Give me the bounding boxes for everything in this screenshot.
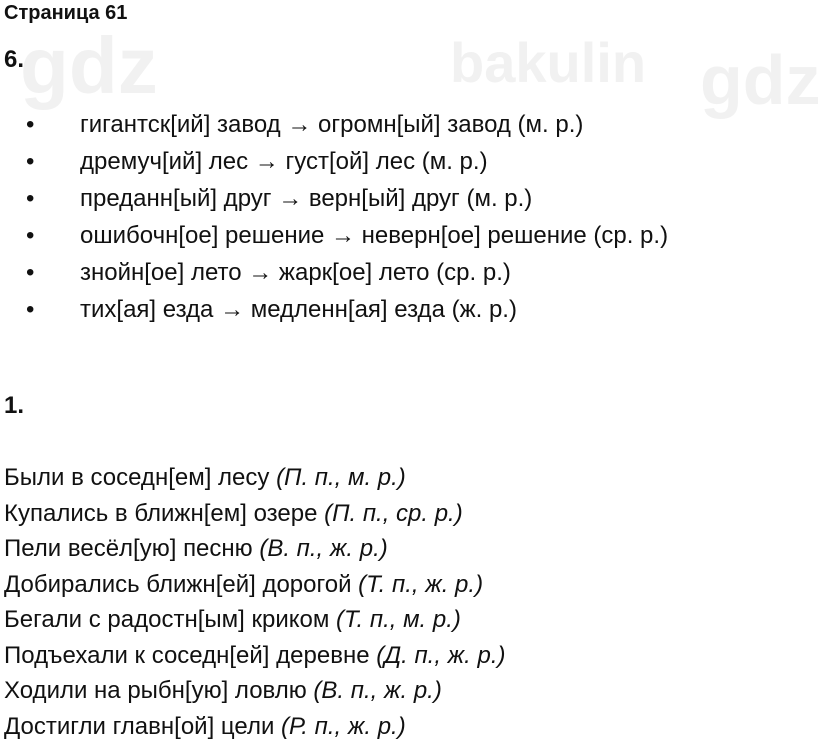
grammar-note: (Т. п., ж. р.): [358, 570, 484, 598]
grammar-note: (В. п., ж. р.): [313, 677, 442, 704]
list-item: [4, 460, 506, 496]
bullet-icon: •: [26, 259, 35, 286]
grammar-note: (В. п., ж. р.): [259, 535, 388, 562]
grammar-note: (Д. п., ж. р.): [376, 641, 506, 669]
bullet-icon: •: [26, 111, 35, 138]
sentence-text: Добирались ближн[ей] дорогой: [4, 570, 359, 598]
list-item-text: знойн[ое] лето → жарк[ое] лето (ср. р.): [80, 259, 511, 286]
sentence-text: Пели весёл[ую] песню: [4, 535, 260, 562]
bullet-icon: •: [26, 296, 35, 323]
sentence-text: Были в соседн[ем] лесу: [4, 464, 277, 491]
list-item: [4, 602, 506, 638]
grammar-note: (П. п., м. р.): [276, 464, 406, 491]
section-1-list: [4, 460, 506, 744]
section-6-number: 6.: [4, 46, 25, 73]
list-item-text: тих[ая] езда → медленн[ая] езда (ж. р.): [80, 296, 517, 323]
list-item: [4, 673, 506, 709]
sentence-text: Купались в ближн[ем] озере: [4, 499, 325, 527]
section-1-number: 1.: [4, 392, 25, 419]
bullet-icon: •: [26, 185, 35, 212]
watermark-gdz-right: gdz: [700, 41, 821, 119]
watermark-bakulin: bakulin: [450, 31, 647, 94]
grammar-note: (Р. п., ж. р.): [281, 712, 406, 740]
list-item: [4, 496, 506, 532]
list-item: [4, 567, 506, 603]
watermark-gdz-left: gdz: [20, 21, 158, 110]
list-item-text: гигантск[ий] завод → огромн[ый] завод (м. р.): [80, 111, 584, 138]
sentence-text: Подъехали к соседн[ей] деревне: [4, 641, 377, 669]
list-item-text: преданн[ый] друг → верн[ый] друг (м. р.): [80, 185, 533, 212]
sentence-text: Ходили на рыбн[ую] ловлю: [4, 677, 314, 704]
list-item-text: ошибочн[ое] решение → неверн[ое] решение (ср. р.): [80, 222, 669, 249]
list-item-text: дремуч[ий] лес → густ[ой] лес (м. р.): [80, 148, 488, 175]
list-item: [4, 638, 506, 674]
grammar-note: (Т. п., м. р.): [336, 606, 461, 633]
page-label: Страница 61: [4, 2, 128, 24]
sentence-text: Бегали с радостн[ым] криком: [4, 606, 337, 633]
list-item: [4, 531, 506, 567]
bullet-icon: •: [26, 148, 35, 175]
grammar-note: (П. п., ср. р.): [324, 499, 463, 527]
list-item: [4, 709, 506, 745]
bullet-icon: •: [26, 222, 35, 249]
sentence-text: Достигли главн[ой] цели: [4, 712, 282, 740]
